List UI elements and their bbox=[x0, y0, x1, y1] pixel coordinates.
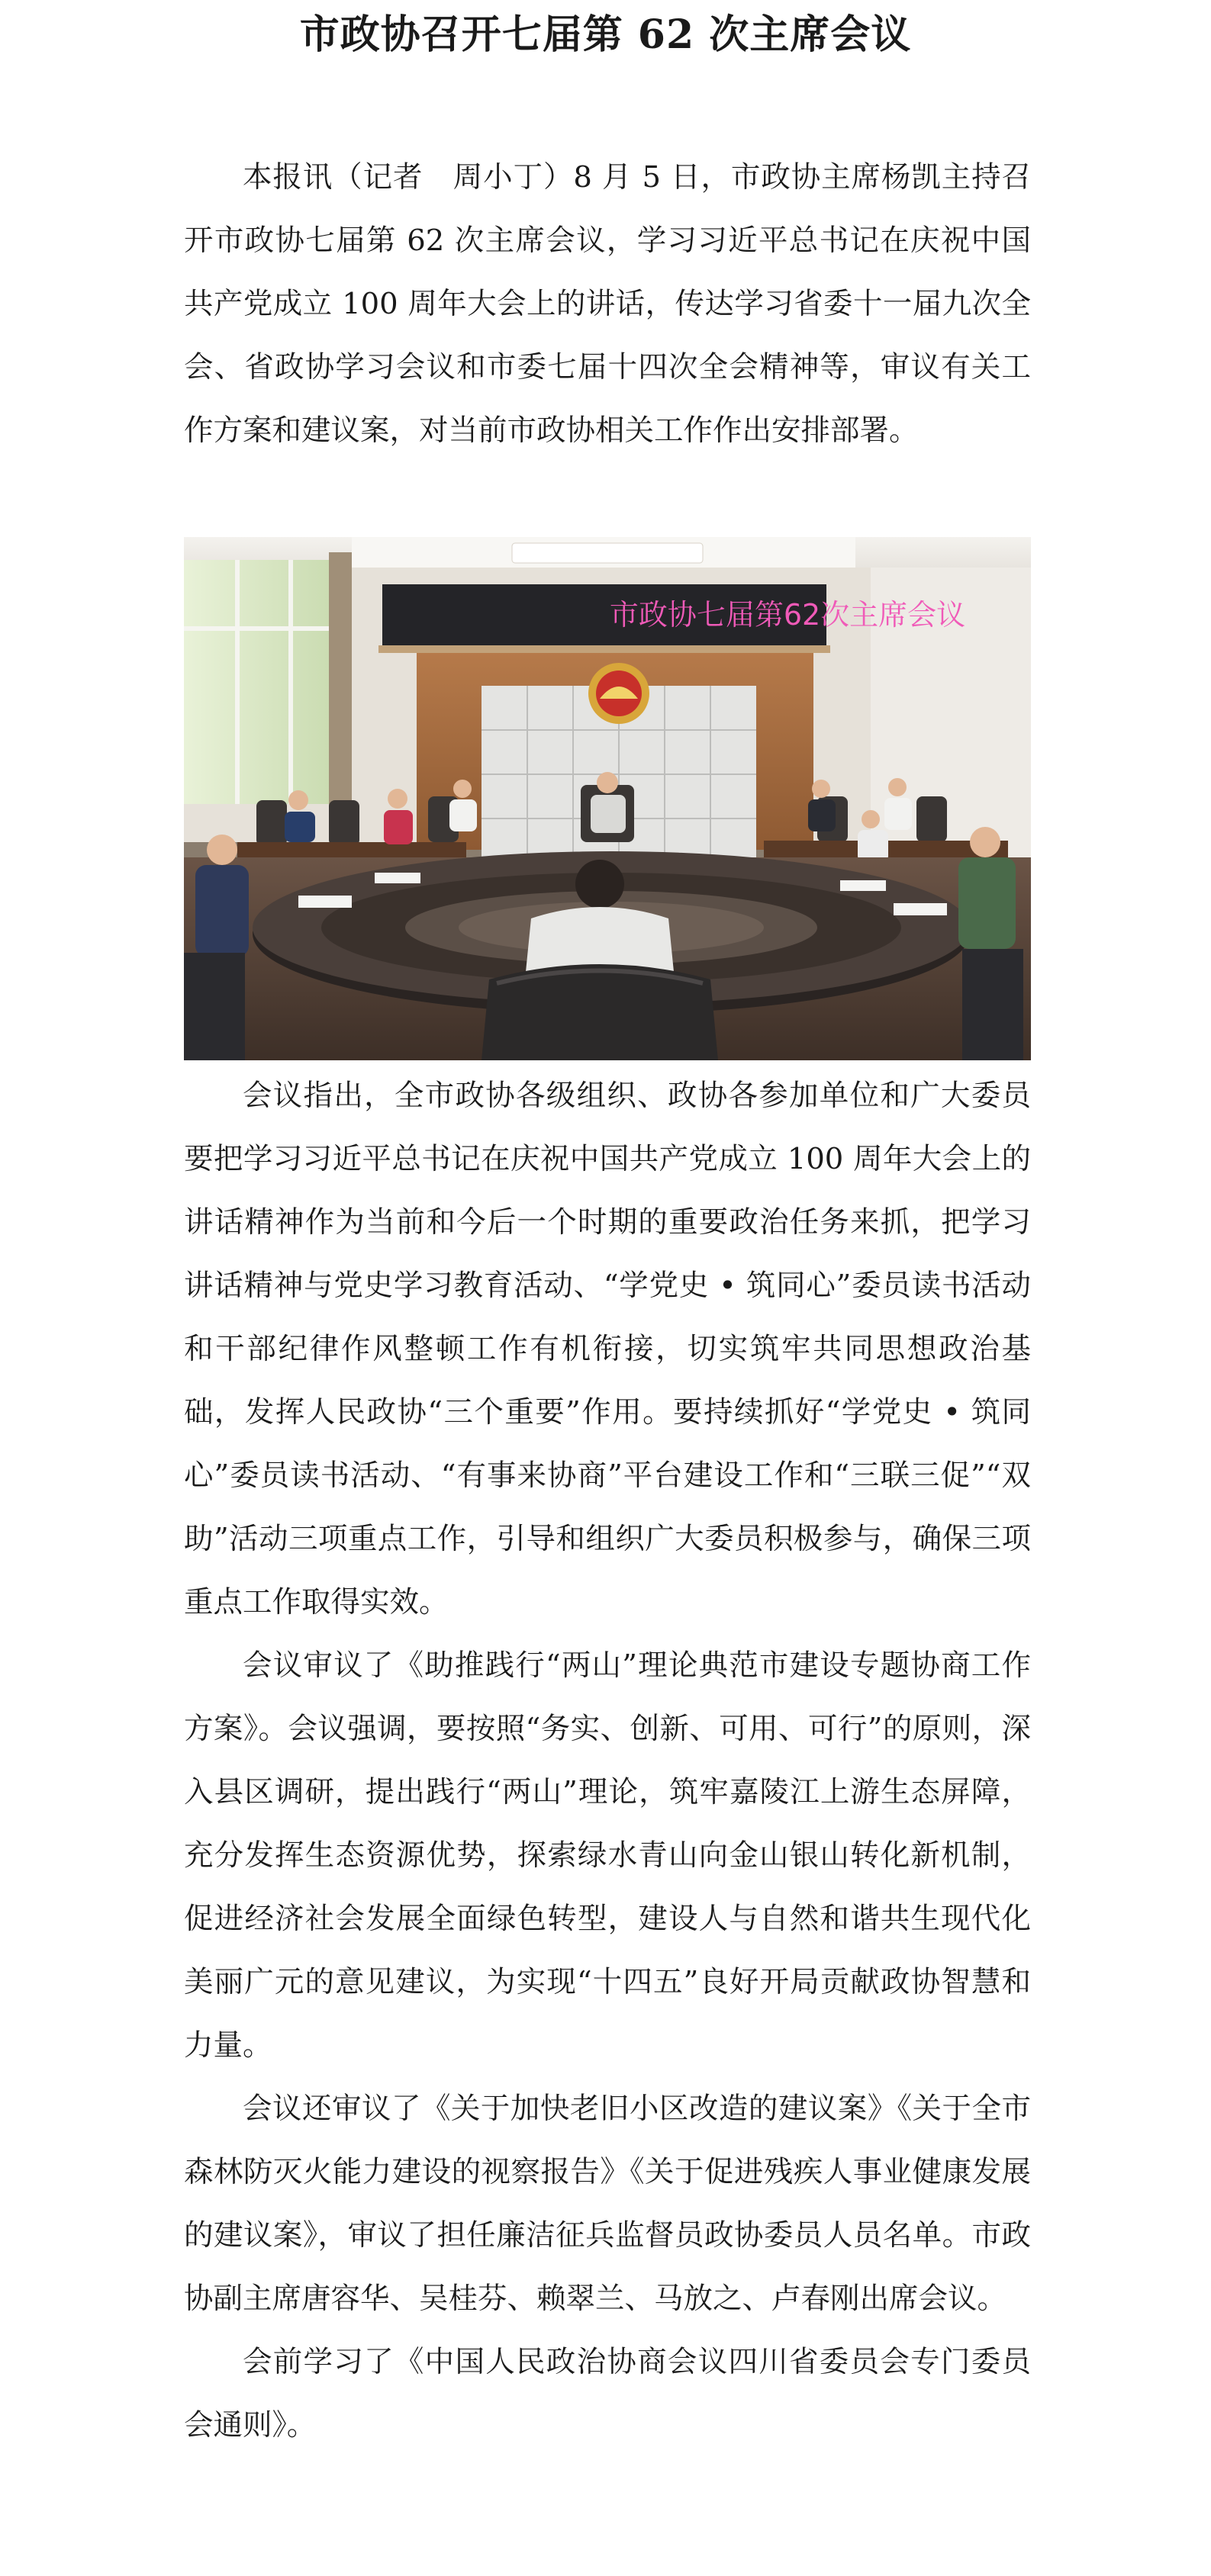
paragraph: 本报讯（记者 周小丁）8 月 5 日，市政协主席杨凯主持召开市政协七届第 62 次主席会议，学习习近平总书记在庆祝中国共产党成立 100 周年大会上的讲话，传达学习省委十一届九次全会、省政协学习会议和市委七届十四次全会精神等，审议有关工作方案和建议案，对当前市政协相关工作作出安排部署。 bbox=[184, 160, 1031, 448]
meeting-photo bbox=[184, 537, 1031, 1060]
paragraph: 会前学习了《中国人民政治协商会议四川省委员会专门委员会通则》。 bbox=[184, 2345, 1031, 2443]
paragraph: 会议还审议了《关于加快老旧小区改造的建议案》《关于全市森林防灭火能力建设的视察报告》《关于促进残疾人事业健康发展的建议案》，审议了担任廉洁征兵监督员政协委员人员名单。市政协副主席唐容华、吴桂芬、赖翠兰、马放之、卢春刚出席会议。 bbox=[184, 2092, 1031, 2316]
cppcc-emblem-icon bbox=[588, 663, 649, 724]
article-body-intro bbox=[184, 146, 1031, 462]
paragraph: 会议审议了《助推践行“两山”理论典范市建设专题协商工作方案》。会议强调，要按照“务实、创新、可用、可行”的原则，深入县区调研，提出践行“两山”理论，筑牢嘉陵江上游生态屏障，充分发挥生态资源优势，探索绿水青山向金山银山转化新机制，促进经济社会发展全面绿色转型，建设人与自然和谐共生现代化美丽广元的意见建议，为实现“十四五”良好开局贡献政协智慧和力量。 bbox=[184, 1648, 1031, 2063]
paragraph: 会议指出，全市政协各级组织、政协各参加单位和广大委员要把学习习近平总书记在庆祝中国共产党成立 100 周年大会上的讲话精神作为当前和今后一个时期的重要政治任务来抓，把学习讲话精神与党史学习教育活动、“学党史 • 筑同心”委员读书活动和干部纪律作风整顿工作有机衔接，切实筑牢共同思想政治基础，发挥人民政协“三个重要”作用。要持续抓好“学党史 • 筑同心”委员读书活动、“有事来协商”平台建设工作和“三联三促”“双助”活动三项重点工作，引导和组织广大委员积极参与，确保三项重点工作取得实效。 bbox=[184, 1079, 1031, 1619]
article-body-main bbox=[184, 1064, 1031, 2457]
meeting-banner-text: 市政协七届第62次主席会议 bbox=[609, 598, 966, 632]
article-title: 市政协召开七届第 62 次主席会议 bbox=[299, 11, 912, 58]
